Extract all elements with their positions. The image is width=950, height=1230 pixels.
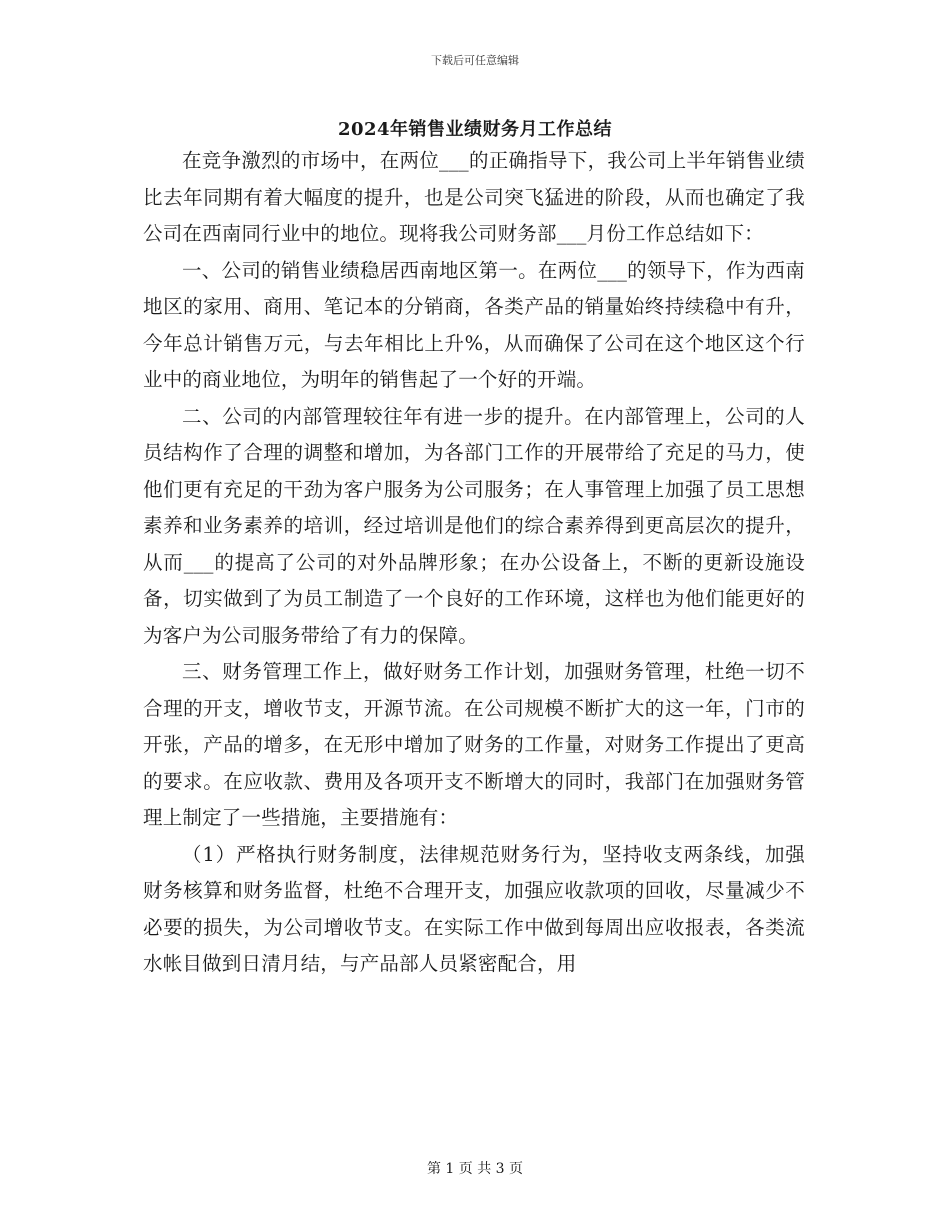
header-note: 下载后可任意编辑 [431, 54, 519, 67]
paragraph-measure-1: （1）严格执行财务制度，法律规范财务行为，坚持收支两条线，加强财务核算和财务监督，杜绝不合理开支，加强应收款项的回收，尽量减少不必要的损失，为公司增收节支。在实际工作中做到每周出应收报表，各类流水帐目做到日清月结，与产品部人员紧密配合，用 [143, 842, 805, 975]
paragraph-intro: 在竞争激烈的市场中，在两位___的正确指导下，我公司上半年销售业绩比去年同期有着大幅度的提升，也是公司突飞猛进的阶段，从而也确定了我公司在西南同行业中的地位。现将我公司财务部___月份工作总结如下： [143, 149, 805, 245]
paragraph-sales-performance: 一、公司的销售业绩稳居西南地区第一。在两位___的领导下，作为西南地区的家用、商用、笔记本的分销商，各类产品的销量始终持续稳中有升，今年总计销售万元，与去年相比上升%，从而确保了公司在这个地区这个行业中的商业地位，为明年的销售起了一个好的开端。 [143, 258, 805, 391]
page-footer: 第 1 页 共 3 页 [426, 1161, 524, 1177]
document-body [143, 143, 805, 983]
paragraph-internal-management: 二、公司的内部管理较往年有进一步的提升。在内部管理上，公司的人员结构作了合理的调整和增加，为各部门工作的开展带给了充足的马力，使他们更有充足的干劲为客户服务为公司服务；在人事管理上加强了员工思想素养和业务素养的培训，经过培训是他们的综合素养得到更高层次的提升，从而___的提高了公司的对外品牌形象；在办公设备上，不断的更新设施设备，切实做到了为员工制造了一个良好的工作环境，这样也为他们能更好的为客户为公司服务带给了有力的保障。 [143, 404, 805, 647]
document-title: 2024年销售业绩财务月工作总结 [337, 119, 613, 140]
paragraph-financial-management: 三、财务管理工作上，做好财务工作计划，加强财务管理，杜绝一切不合理的开支，增收节支，开源节流。在公司规模不断扩大的这一年，门市的开张，产品的增多，在无形中增加了财务的工作量，对财务工作提出了更高的要求。在应收款、费用及各项开支不断增大的同时，我部门在加强财务管理上制定了一些措施，主要措施有： [143, 660, 805, 829]
